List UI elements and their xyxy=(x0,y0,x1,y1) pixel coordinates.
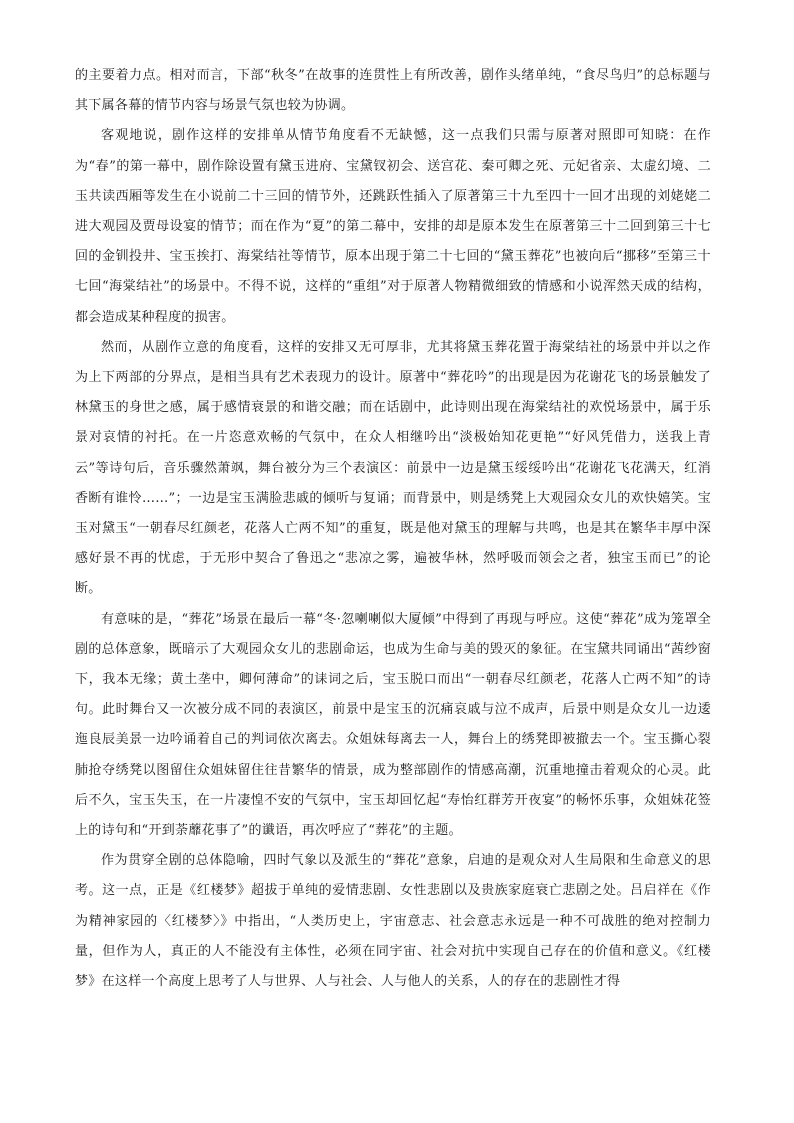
paragraph-4: 有意味的是，“葬花”场景在最后一幕“冬·忽喇喇似大厦倾”中得到了再现与呼应。这使“葬花”成为笼罩全剧的总体意象，既暗示了大观园众女儿的悲剧命运，也成为生命与美的毁灭的象征。在宝黛共同诵出“茜纱窗下，我本无缘；黄土垄中，卿何薄命”的诔词之后，宝玉脱口而出“一朝春尽红颜老，花落人亡两不知”的诗句。此时舞台又一次被分成不同的表演区，前景中是宝玉的沉痛哀戚与泣不成声，后景中则是众女儿一边逶迤良辰美景一边吟诵着自己的判词依次离去。众姐妹每离去一人，舞台上的绣凳即被撤去一个。宝玉撕心裂肺抢夺绣凳以图留住众姐妹留住往昔繁华的情景，成为整部剧作的情感高潮，沉重地撞击着观众的心灵。此后不久，宝玉失玉，在一片凄惶不安的气氛中，宝玉却回忆起“寿怡红群芳开夜宴”的畅怀乐事，众姐妹花签上的诗句和“开到荼蘼花事了”的谶语，再次呼应了“葬花”的主题。 xyxy=(75,611,711,839)
paragraph-5: 作为贯穿全剧的总体隐喻，四时气象以及派生的“葬花”意象，启迪的是观众对人生局限和生命意义的思考。这一点，正是《红楼梦》超拔于单纯的爱情悲剧、女性悲剧以及贵族家庭衰亡悲剧之处。吕启祥在《作为精神家园的〈红楼梦〉》中指出，“人类历史上，宇宙意志、社会意志永远是一种不可战胜的绝对控制力量，但作为人，真正的人不能没有主体性，必须在同宇宙、社会对抗中实现自己存在的价值和意义。《红楼梦》在这样一个高度上思考了人与世界、人与社会、人与他人的关系，人的存在的悲剧性才得 xyxy=(75,853,711,990)
document-page xyxy=(75,61,711,997)
paragraph-3: 然而，从剧作立意的角度看，这样的安排又无可厚非，尤其将黛玉葬花置于海棠结社的场景中并以之作为上下两部的分界点，是相当具有艺术表现力的设计。原著中“葬花吟”的出现是因为花谢花飞的场景触发了林黛玉的身世之感，属于感情衰景的和谐交融；而在话剧中，此诗则出现在海棠结社的欢悦场景中，属于乐景对哀情的衬托。在一片恣意欢畅的气氛中，在众人相继吟出“淡极始知花更艳”“好风凭借力，送我上青云”等诗句后，音乐骤然萧飒，舞台被分为三个表演区：前景中一边是黛玉绥绥吟出“花谢花飞花满天，红消香断有谁怜……”；一边是宝玉满脸悲戚的倾听与复诵；而背景中，则是绣凳上大观园众女儿的欢快嬉笑。宝玉对黛玉“一朝春尽红颜老，花落人亡两不知”的重复，既是他对黛玉的理解与共鸣，也是其在繁华丰厚中深感好景不再的忧虑，于无形中契合了鲁迅之“悲凉之雾，遍被华林，然呼吸而领会之者，独宝玉而已”的论断。 xyxy=(75,339,711,597)
paragraph-1: 的主要着力点。相对而言，下部“秋冬”在故事的连贯性上有所改善，剧作头绪单纯，“食尽鸟归”的总标题与其下属各幕的情节内容与场景气氛也较为协调。 xyxy=(75,68,711,114)
paragraph-2: 客观地说，剧作这样的安排单从情节角度看不无缺憾，这一点我们只需与原著对照即可知晓：在作为“春”的第一幕中，剧作除设置有黛玉进府、宝黛钗初会、送宫花、秦可卿之死、元妃省亲、太虚幻境、二玉共读西厢等发生在小说前二十三回的情节外，还跳跃性插入了原著第三十九至四十一回才出现的刘姥姥二进大观园及贾母设宴的情节；而在作为“夏”的第二幕中，安排的却是原本发生在原著第三十二回到第三十七回的金钏投井、宝玉挨打、海棠结社等情节，原本出现于第二十七回的“黛玉葬花”也被向后“挪移”至第三十七回“海棠结社”的场景中。不得不说，这样的“重组”对于原著人物精微细致的情感和小说浑然天成的结构，都会造成某种程度的损害。 xyxy=(75,128,711,325)
